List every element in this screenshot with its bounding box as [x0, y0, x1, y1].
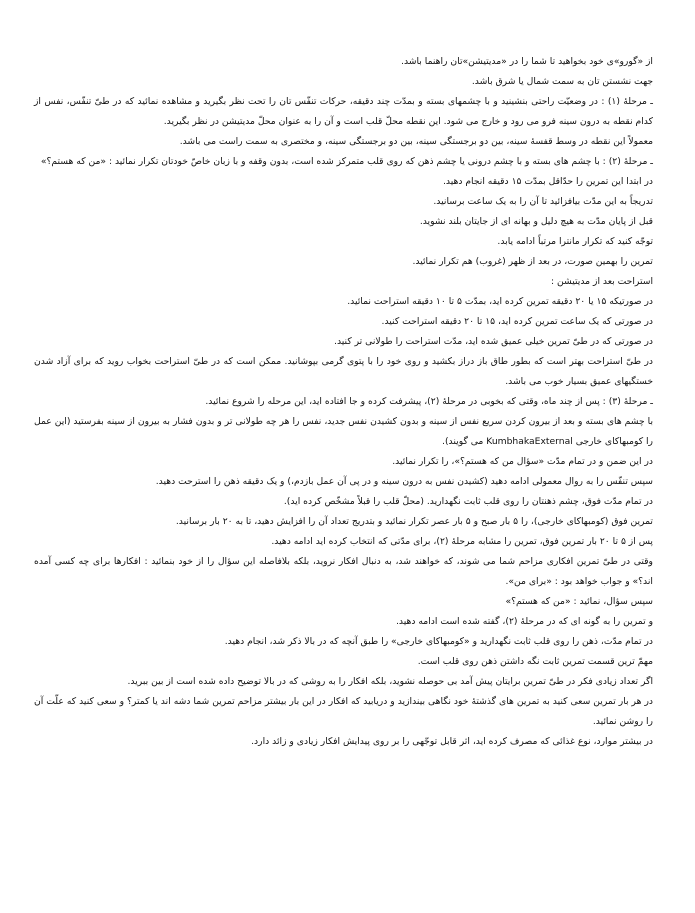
paragraph-rest-deep: در صورتی که در طیّ تمرین خیلی عمیق شده اید، مدّت استراحت را طولانی تر کنید. — [334, 336, 653, 347]
paragraph-intrusive-thoughts: وقتی در طیّ تمرین افکاری مزاحم شما می شوند، که خواهند شد، به دنبال افکار نروید، بلکه بلافاصله این سؤال را از خود بنمائید : افکارها برای چه کسی آمده اند؟» و جواب خواهد بود : «برای من». — [34, 556, 653, 587]
paragraph-step-1: ـ مرحلهٔ (۱) : در وضعیّت راحتی بنشینید و با چشمهای بسته و بمدّت چند دقیقه، حرکات تنفّس تان را تحت نظر بگیرید و مشاهده نمائید که در طیّ تنفّس، نفس از کدام نقطه به درون سینه فرو می رود و خارج می شود. این نقطه محلّ قلب است و آن را به عنوان محلّ مدیتیشن در نظر بگیرید. — [34, 96, 653, 127]
paragraph-full-duration: در تمام مدّت، ذهن را روی قلب ثابت نگهدارید و «کومبهاکای خارجی» را طبق آنچه که در بالا ذکر شد، انجام دهید. — [224, 636, 653, 647]
paragraph-step-3: ـ مرحلهٔ (۳) : پس از چند ماه، وقتی که بخوبی در مرحلهٔ (۲)، پیشرفت کرده و جا افتاده اید، این مرحله را شروع نمائید. — [205, 396, 653, 407]
paragraph-rest-heading: استراحت بعد از مدیتیشن : — [551, 276, 653, 287]
paragraph-duration-start: در ابتدا این تمرین را حدّاقل بمدّت ۱۵ دقیقه انجام دهید. — [442, 176, 653, 187]
paragraph-continue-step-2: پس از ۵ تا ۲۰ بار تمرین فوق، تمرین را مشابه مرحلهٔ (۲)، برای مدّتی که انتخاب کرده اید ادامه دهید. — [271, 536, 653, 547]
paragraph-kumbhaka-external: با چشم های بسته و بعد از بیرون کردن سریع نفس از سینه و بدون کشیدن نفس جدید، نفس را هر چه طولانی تر و بدون فشار به بیرون از سینه بفرستید (این عمل را کومبهاکای خارجی KumbhakaExternal می گویند). — [34, 416, 653, 447]
paragraph-mind-on-heart: در تمام مدّت فوق، چشم ذهنتان را روی قلب ثابت نگهدارید. (محلّ قلب را قبلاً مشخّص کرده اید). — [283, 496, 653, 507]
paragraph-duration-increase: تدریجاً به این مدّت بیافزائید تا آن را به یک ساعت برسانید. — [433, 196, 653, 207]
paragraph-most-important: مهمّ ترین قسمت تمرین ثابت نگه داشتن ذهن روی قلب است. — [417, 656, 653, 667]
paragraph-food-effect: در بیشتر موارد، نوع غذائی که مصرف کرده اید، اثر قابل توجّهی را بر روی پیدایش افکار زیادی و زائد دارد. — [251, 736, 653, 747]
paragraph-heart-location: معمولاً این نقطه در وسط قفسهٔ سینه، بین دو برجستگی سینه، بین دو برجستگی سینه، و مختصری به سمت راست می باشد. — [179, 136, 653, 147]
document-body — [34, 52, 653, 752]
paragraph-sitting-direction: جهت نشستن تان به سمت شمال یا شرق باشد. — [471, 76, 653, 87]
paragraph-repeat-question: در این ضمن و در تمام مدّت «سؤال من که هستم؟»، را تکرار نمائید. — [392, 456, 653, 467]
paragraph-continue-practice: و تمرین را به گونه ای که در مرحلهٔ (۲)، گفته شده است ادامه دهید. — [396, 616, 653, 627]
paragraph-rest-lying: در طیّ استراحت بهتر است که بطور طاق باز دراز بکشید و روی خود را با پتوی گرمی بپوشانید. ممکن است که در طیّ استراحت بخواب روید که برای آزاد شدن خستگیهای عمیق بسیار خوب می باشد. — [34, 356, 653, 387]
paragraph-mantra-continuity: توجّه کنید که تکرار مانترا مرتباً ادامه یابد. — [497, 236, 653, 247]
paragraph-normal-breathing: سپس تنفّس را به روال معمولی ادامه دهید (کشیدن نفس به درون سینه و در پی آن عمل بازدم،) و یک دقیقه ذهن را استرحت دهید. — [155, 476, 653, 487]
paragraph-rest-hour: در صورتی که یک ساعت تمرین کرده اید، ۱۵ تا ۲۰ دقیقه استراحت کنید. — [381, 316, 653, 327]
paragraph-evening-repeat: تمرین را بهمین صورت، در بعد از ظهر (غروب) هم تکرار نمائید. — [412, 256, 653, 267]
paragraph-kumbhaka-count: تمرین فوق (کومبهاکای خارجی)، را ۵ بار صبح و ۵ بار عصر تکرار نمائید و بتدریج تعداد آن را افزایش دهید، تا به ۲۰ بار برسانید. — [175, 516, 653, 527]
paragraph-review-practice: در هر بار تمرین سعی کنید به تمرین های گذشتهٔ خود نگاهی بیندازید و دریابید که افکار در این بار بیشتر مزاحم تمرین شما دشه اند یا کمتر؟ و سعی کنید که علّت آن را روشن نمائید. — [34, 696, 653, 727]
paragraph-step-2: ـ مرحلهٔ (۲) : با چشم های بسته و با چشم درونی یا چشم ذهن که روی قلب متمرکز شده است، بدون وقفه و با زبان خاصّ خودتان تکرار نمائید : «من که هستم؟» — [40, 156, 653, 167]
paragraph-many-thoughts: اگر تعداد زیادی فکر در طیّ تمرین برایتان پیش آمد بی حوصله نشوید، بلکه افکار را به روشی که در بالا توضیح داده شده است از بین ببرید. — [127, 676, 653, 687]
paragraph-do-not-rise: قبل از پایان مدّت به هیچ دلیل و بهانه ای از جایتان بلند نشوید. — [419, 216, 653, 227]
paragraph-ask-question: سپس سؤال، نمائید : «من که هستم؟» — [505, 596, 653, 607]
paragraph-rest-short: در صورتیکه ۱۵ یا ۲۰ دقیقه تمرین کرده اید، بمدّت ۵ تا ۱۰ دقیقه استراحت نمائید. — [347, 296, 653, 307]
paragraph-guru-instruction: از «گورو»ی خود بخواهید تا شما را در «مدیتیشن»تان راهنما باشد. — [401, 56, 653, 67]
